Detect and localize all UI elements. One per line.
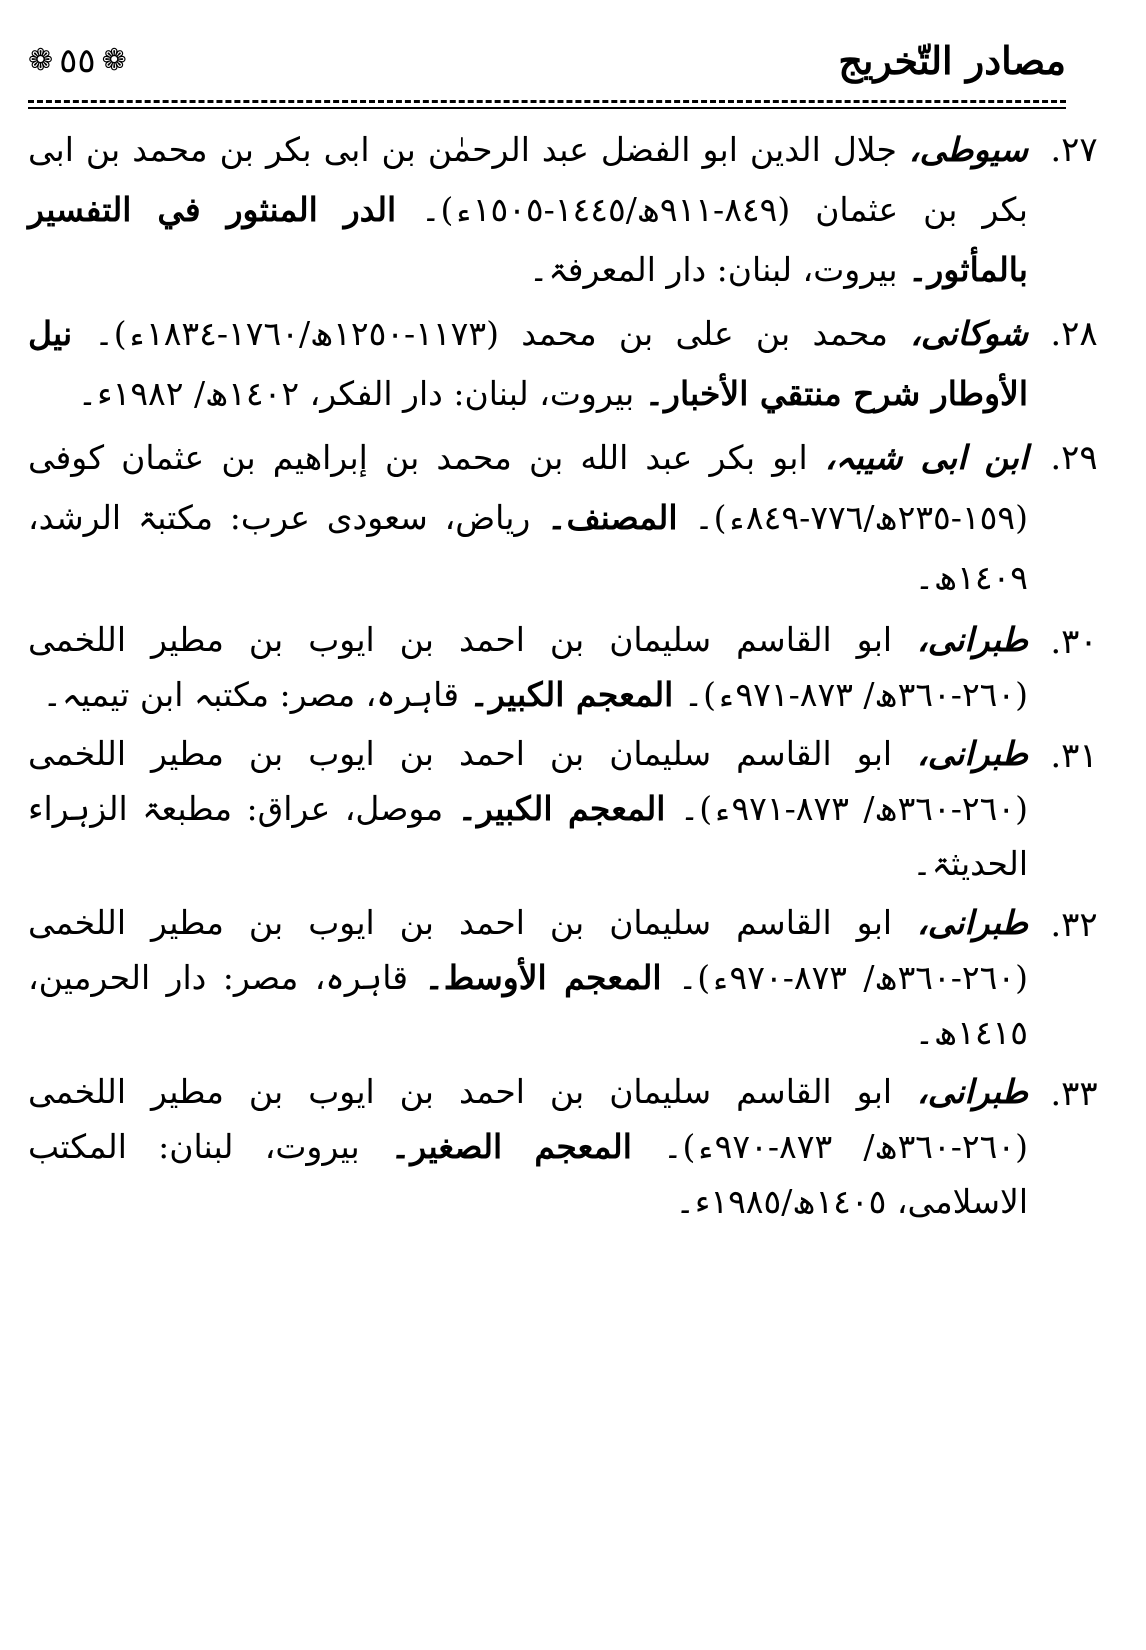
header-divider-solid: [28, 107, 1066, 109]
bibliography-entry: [28, 428, 1116, 608]
entry-text: [28, 304, 1028, 424]
entry-text: [28, 726, 1028, 891]
entry-number: ٣١.: [1050, 736, 1098, 776]
entry-book-title: المعجم الأوسط۔: [424, 958, 662, 997]
entry-book-title: المعجم الكبير۔: [469, 675, 674, 714]
bibliography-entry: [28, 304, 1116, 424]
entry-text: [28, 612, 1028, 722]
entry-number: ٣٠.: [1050, 622, 1098, 662]
entry-number: ٢٩.: [1050, 438, 1098, 478]
entry-details: ابو القاسم سلیمان بن احمد بن ایوب بن مطیر اللخمی (٢٦٠-٣٦٠ھ/ ٨٧٣-٩٧٠ء)۔: [28, 903, 1028, 997]
entry-text: [28, 120, 1028, 300]
header-divider: [28, 100, 1066, 103]
page-number: ٥٥: [59, 41, 96, 81]
section-title: مصادر التّخريج: [838, 38, 1066, 83]
entry-number: ٢٧.: [1050, 130, 1098, 170]
entry-author: ابن ابی شیبہ،: [824, 438, 1028, 477]
bibliography-entry: [28, 1064, 1116, 1229]
entry-details: ابو القاسم سلیمان بن احمد بن ایوب بن مطیر اللخمی (٢٦٠-٣٦٠ھ/ ٨٧٣-٩٧١ء)۔: [28, 734, 1028, 828]
entry-author: سیوطی،: [908, 130, 1028, 169]
entry-publisher: بیروت، لبنان: دار الفکر، ١٤٠٢ھ/ ١٩٨٢ء۔: [77, 374, 645, 413]
entry-publisher: موصل، عراق: مطبعۃ الزہراء الحدیثۃ۔: [28, 789, 1028, 883]
entry-book-title: المعجم الصغير۔: [390, 1127, 632, 1166]
entry-text: [28, 428, 1028, 608]
entry-text: [28, 895, 1028, 1060]
entry-publisher: بیروت، لبنان: دار المعرفۃ۔: [529, 250, 909, 289]
entry-author: طبرانی،: [917, 620, 1028, 659]
entry-author: شوکانی،: [910, 314, 1028, 353]
entry-number: ٢٨.: [1050, 314, 1098, 354]
entry-author: طبرانی،: [917, 903, 1028, 942]
entry-text: [28, 1064, 1028, 1229]
entry-publisher: ریاض، سعودی عرب: مکتبۃ الرشد، ١٤٠٩ھ۔: [28, 498, 1028, 597]
entry-details: ابو بکر عبد الله بن محمد بن إبراهيم بن عثمان کوفی (١٥٩-٢٣٥ھ/٧٧٦-٨٤٩ء)۔: [28, 438, 1028, 537]
entry-number: ٣٢.: [1050, 905, 1098, 945]
entry-details: ابو القاسم سلیمان بن احمد بن ایوب بن مطیر اللخمی (٢٦٠-٣٦٠ھ/ ٨٧٣-٩٧١ء)۔: [28, 620, 1028, 714]
entry-publisher: بیروت، لبنان: المکتب الاسلامی، ١٤٠٥ھ/١٩٨٥ء۔: [28, 1127, 1028, 1221]
entry-author: طبرانی،: [917, 1072, 1028, 1111]
entry-details: ابو القاسم سلیمان بن احمد بن ایوب بن مطیر اللخمی (٢٦٠-٣٦٠ھ/ ٨٧٣-٩٧٠ء)۔: [28, 1072, 1028, 1166]
entry-number: ٣٣.: [1050, 1074, 1098, 1114]
ornament-icon: ❁: [101, 43, 127, 78]
entry-publisher: قاہرہ، مصر: دار الحرمین، ١٤١٥ھ۔: [28, 958, 1028, 1052]
page-number-block: [28, 38, 127, 84]
bibliography-entry: [28, 726, 1116, 891]
entry-book-title: المصنف۔: [547, 498, 678, 537]
entry-book-title: نیل الأوطار شرح منتقي الأخبار۔: [28, 314, 1028, 413]
entry-details: جلال الدين ابو الفضل عبد الرحمٰن بن ابی بکر بن محمد بن ابی بکر بن عثمان (٨٤٩-٩١١ھ/١٤٤٥-١٥٠٥ء)۔: [28, 130, 1028, 229]
entry-book-title: المعجم الكبير۔: [457, 789, 666, 828]
page-header: [28, 28, 1066, 98]
ornament-icon: ❁: [28, 43, 54, 78]
bibliography-entry: [28, 895, 1116, 1060]
bibliography-entry: [28, 120, 1116, 300]
bibliography-entry: [28, 612, 1116, 722]
entry-author: طبرانی،: [917, 734, 1028, 773]
bibliography-list: [28, 120, 1116, 1233]
entry-book-title: الدر المنثور في التفسير بالمأثور۔: [28, 190, 1028, 289]
entry-details: محمد بن علی بن محمد (١١٧٣-١٢٥٠ھ/١٧٦٠-١٨٣٤ء)۔: [72, 314, 911, 353]
entry-publisher: قاہرہ، مصر: مکتبہ ابن تیمیہ۔: [42, 675, 470, 714]
